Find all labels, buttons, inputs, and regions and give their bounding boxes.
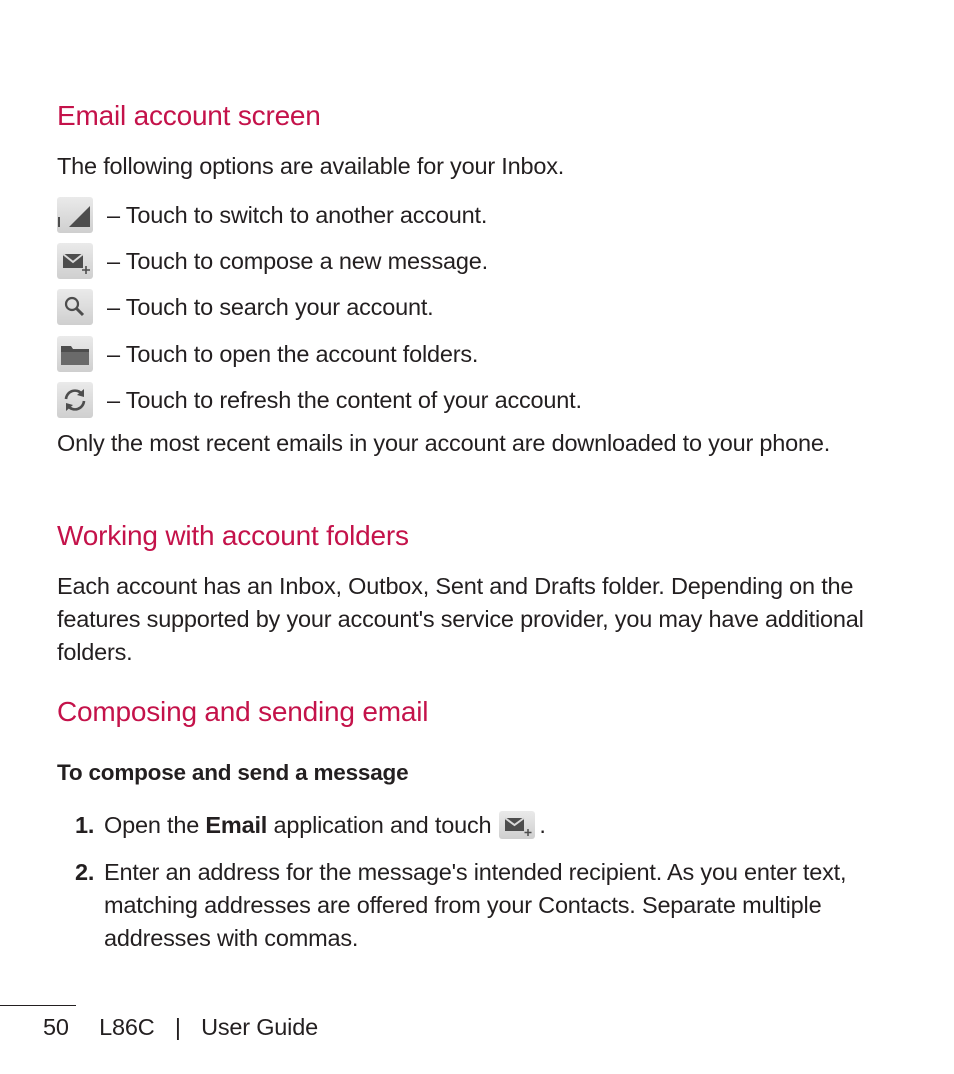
step-2 — [75, 856, 875, 955]
option-text: – Touch to open the account folders. — [107, 340, 479, 367]
compose-icon — [499, 811, 535, 839]
account-switch-icon — [57, 197, 93, 233]
footer — [43, 1014, 318, 1041]
option-compose — [57, 241, 488, 281]
step-number: 2. — [75, 859, 95, 885]
refresh-icon — [57, 382, 93, 418]
page-number: 50 — [43, 1014, 69, 1040]
model-name: L86C — [99, 1014, 155, 1040]
step-text: Enter an address for the message's intended recipient. As you enter text, matching addresses are offered from your Contacts. Separate multiple addresses with commas. — [104, 859, 847, 951]
option-text: – Touch to search your account. — [107, 293, 434, 320]
option-switch-account — [57, 195, 487, 235]
step-number: 1. — [75, 812, 95, 838]
folders-text: Each account has an Inbox, Outbox, Sent and Drafts folder. Depending on the features supported by your account's service provider, you may have additional folders. — [57, 573, 864, 665]
note-text: Only the most recent emails in your account are downloaded to your phone. — [57, 430, 831, 456]
footer-rule — [0, 1005, 76, 1006]
option-text: – Touch to refresh the content of your account. — [107, 386, 582, 413]
option-folders — [57, 334, 478, 374]
search-icon — [57, 289, 93, 325]
step-end: . — [539, 812, 546, 838]
intro-text: The following options are available for your Inbox. — [57, 153, 565, 179]
app-name-email: Email — [205, 812, 268, 838]
compose-icon — [57, 243, 93, 279]
step-text: application and touch — [267, 812, 492, 838]
section-heading-email-account-screen: Email account screen — [57, 100, 321, 131]
step-text: Open the — [104, 812, 206, 838]
folder-icon — [57, 336, 93, 372]
footer-separator: | — [174, 1014, 181, 1040]
step-1 — [75, 809, 875, 842]
section-heading-account-folders: Working with account folders — [57, 520, 409, 551]
guide-title: User Guide — [201, 1014, 318, 1040]
option-text: – Touch to switch to another account. — [107, 201, 488, 228]
section-heading-composing: Composing and sending email — [57, 696, 429, 727]
subheading-compose: To compose and send a message — [57, 760, 409, 785]
option-text: – Touch to compose a new message. — [107, 247, 488, 274]
option-search — [57, 287, 433, 327]
option-refresh — [57, 380, 582, 420]
